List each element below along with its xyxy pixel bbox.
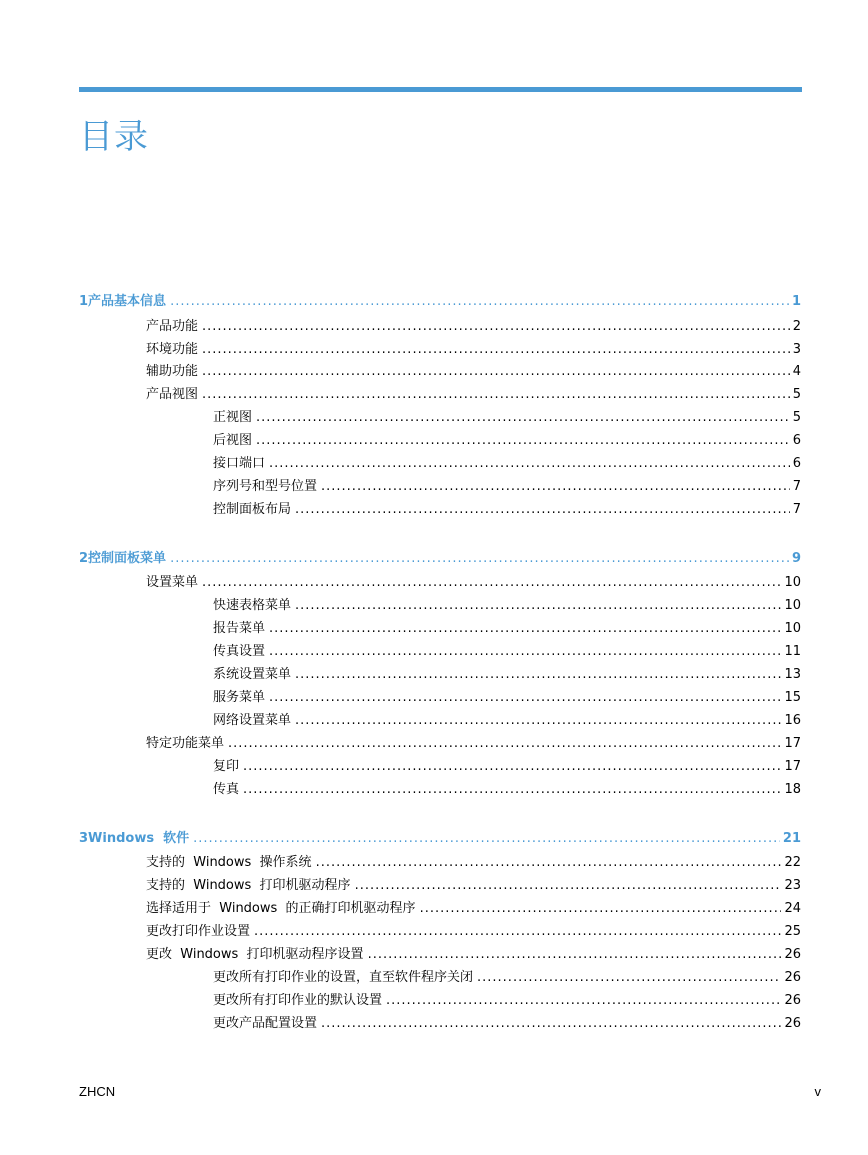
toc-chapter-title: 控制面板菜单 [88,551,167,566]
toc-subentry[interactable] [213,665,801,685]
toc-page-number: 5 [792,410,801,425]
toc-page-number: 5 [792,387,801,402]
toc-entry-label: 传真 [213,782,240,797]
dot-leader [170,549,789,569]
toc-page-number: 6 [792,456,801,471]
toc-entry[interactable] [146,899,801,919]
dot-leader [202,362,790,382]
dot-leader [202,317,790,337]
toc-page-number: 1 [791,294,801,309]
dot-leader [269,454,790,474]
toc-subentry[interactable] [213,500,801,520]
toc-entry[interactable] [146,340,801,360]
dot-leader [202,573,781,593]
toc-subentry[interactable] [213,757,801,777]
toc-page-number: 26 [784,970,801,985]
toc-page-number: 9 [791,551,801,566]
toc-page-number: 16 [784,713,801,728]
title-rule [79,87,802,92]
toc-entry[interactable] [146,362,801,382]
dot-leader [316,853,782,873]
toc-entry[interactable] [146,734,801,754]
toc-subentry[interactable] [213,454,801,474]
toc-entry-label: 产品功能 [146,319,199,334]
toc-chapter-3[interactable] [79,829,801,849]
dot-leader [193,829,780,849]
toc-entry[interactable] [146,573,801,593]
toc-entry-label: 更改 Windows 打印机驱动程序设置 [146,947,364,962]
toc-entry-label: 快速表格菜单 [213,598,292,613]
toc-page-number: 13 [784,667,801,682]
toc-entry-label: 特定功能菜单 [146,736,225,751]
toc-page-number: 25 [784,924,801,939]
toc-subentry[interactable] [213,1014,801,1034]
toc-page-number: 18 [784,782,801,797]
toc-page-number: 11 [784,644,801,659]
dot-leader [295,500,790,520]
toc-page-number: 24 [784,901,801,916]
dot-leader [254,922,781,942]
page-title: 目录 [79,116,149,157]
toc-entry-label: 接口端口 [213,456,266,471]
toc-entry[interactable] [146,317,801,337]
dot-leader [269,688,781,708]
toc-entry-label: 支持的 Windows 打印机驱动程序 [146,878,351,893]
toc-subentry[interactable] [213,642,801,662]
toc-chapter-2[interactable] [79,549,801,569]
toc-page-number: 17 [784,736,801,751]
toc-subentry[interactable] [213,688,801,708]
toc-entry[interactable] [146,876,801,896]
toc-entry-label: 序列号和型号位置 [213,479,318,494]
toc-page-number: 7 [792,502,801,517]
toc-page-number: 10 [784,598,801,613]
toc-page-number: 10 [784,575,801,590]
toc-entry-label: 设置菜单 [146,575,199,590]
dot-leader [256,408,790,428]
toc-subentry[interactable] [213,477,801,497]
toc-entry-label: 报告菜单 [213,621,266,636]
toc-subentry[interactable] [213,780,801,800]
toc-page-number: 6 [792,433,801,448]
toc-entry-label: 后视图 [213,433,253,448]
dot-leader [386,991,781,1011]
toc-subentry[interactable] [213,968,801,988]
toc-entry[interactable] [146,385,801,405]
toc-page-number: 10 [784,621,801,636]
chapter-number: 3 [79,831,89,846]
toc-subentry[interactable] [213,991,801,1011]
dot-leader [170,292,789,312]
toc-entry-label: 正视图 [213,410,253,425]
toc-chapter-title: 产品基本信息 [88,294,167,309]
toc-page-number: 21 [782,831,801,846]
toc-entry-label: 选择适用于 Windows 的正确打印机驱动程序 [146,901,416,916]
dot-leader [321,1014,781,1034]
chapter-number: 1 [79,294,89,309]
toc-page-number: 26 [784,1016,801,1031]
dot-leader [269,642,781,662]
toc-entry-label: 更改所有打印作业的设置，直至软件程序关闭 [213,970,474,985]
toc-chapter-title: Windows 软件 [88,831,190,846]
dot-leader [202,385,790,405]
toc-entry[interactable] [146,853,801,873]
toc-subentry[interactable] [213,408,801,428]
toc-subentry[interactable] [213,711,801,731]
toc-entry-label: 更改产品配置设置 [213,1016,318,1031]
dot-leader [269,619,781,639]
dot-leader [477,968,781,988]
dot-leader [295,665,781,685]
dot-leader [228,734,781,754]
toc-entry-label: 网络设置菜单 [213,713,292,728]
dot-leader [420,899,782,919]
toc-page-number: 7 [792,479,801,494]
toc-entry-label: 更改打印作业设置 [146,924,251,939]
toc-subentry[interactable] [213,596,801,616]
dot-leader [355,876,782,896]
dot-leader [295,596,781,616]
toc-subentry[interactable] [213,431,801,451]
toc-entry-label: 支持的 Windows 操作系统 [146,855,312,870]
footer-locale-code: ZHCN [79,1084,116,1099]
toc-subentry[interactable] [213,619,801,639]
toc-entry-label: 环境功能 [146,342,199,357]
toc-page-number: 15 [784,690,801,705]
dot-leader [321,477,790,497]
toc-entry-label: 更改所有打印作业的默认设置 [213,993,383,1008]
toc-entry-label: 辅助功能 [146,364,199,379]
footer-page-number: v [814,1084,821,1099]
toc-entry-label: 复印 [213,759,240,774]
toc-page-number: 23 [784,878,801,893]
toc-chapter-1[interactable] [79,292,801,312]
toc-entry-label: 服务菜单 [213,690,266,705]
dot-leader [368,945,782,965]
dot-leader [243,757,781,777]
dot-leader [295,711,781,731]
toc-page-number: 26 [784,993,801,1008]
toc-page-number: 17 [784,759,801,774]
toc-entry-label: 系统设置菜单 [213,667,292,682]
dot-leader [202,340,790,360]
toc-page-number: 2 [792,319,801,334]
toc-page-number: 26 [784,947,801,962]
dot-leader [243,780,781,800]
toc-entry-label: 产品视图 [146,387,199,402]
toc-page-number: 22 [784,855,801,870]
toc-entry-label: 传真设置 [213,644,266,659]
chapter-number: 2 [79,551,89,566]
toc-page-number: 3 [792,342,801,357]
toc-entry[interactable] [146,945,801,965]
dot-leader [256,431,790,451]
toc-entry[interactable] [146,922,801,942]
toc-entry-label: 控制面板布局 [213,502,292,517]
toc-page-number: 4 [792,364,801,379]
